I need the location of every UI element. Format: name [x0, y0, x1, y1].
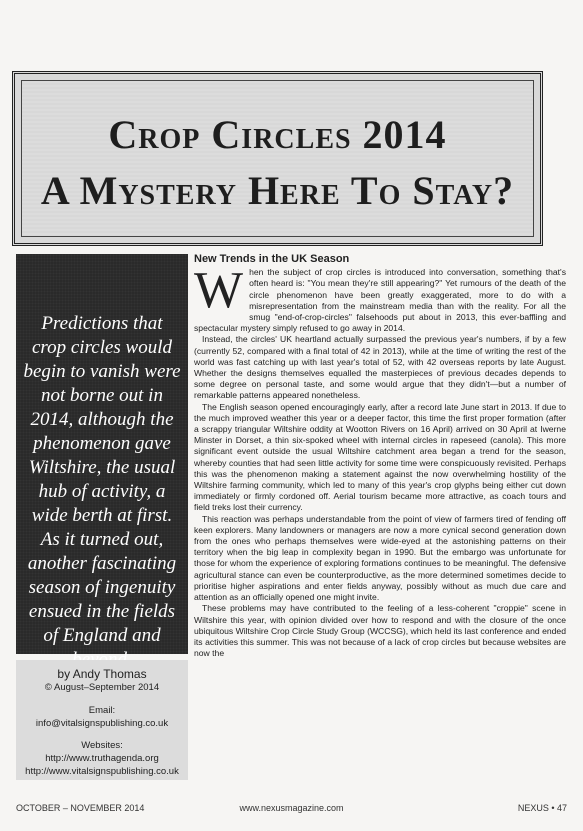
article-paragraph: This reaction was perhaps understandable from the point of view of farmers tired of fending off keen explorers. Many landowners or managers are now a more cynical second generation down from the ones who perhaps themselves were wide-eyed at the astonishing patterns on their territory when the big leap in complexity began in 1990. But the embargo was unfortunate for those for whom the experience of exploring formations continues to be meaningful. The defensive agricultural stance can even be counterproductive, as the more determined sometimes decide to prioritise higher aspirations and enter fields anyway, possibly without as much due care and attention as an officially opened one might invite.: [194, 513, 566, 603]
copyright-line: © August–September 2014: [44, 682, 160, 693]
page-number: NEXUS • 47: [517, 803, 567, 813]
website-link-1[interactable]: http://www.truthagenda.org: [45, 753, 159, 764]
article-paragraph: Instead, the circles' UK heartland actually surpassed the previous year's numbers, if by a few (currently 52, compared with a final total of 42 in 2013), while at the time of writing the rest of the world was fast catching up with last year's total of 52, with 42 overseas reports by late August. Whether the designs themselves equalled the masterpieces of previous decades depends to some degree on personal taste, and some would argue that they didn't—but a number of remarkable patterns appeared nonetheless.: [194, 334, 566, 401]
drop-cap: W: [194, 262, 244, 320]
websites-label: Websites:: [81, 740, 123, 751]
article-paragraph: [194, 262, 566, 334]
pull-quote-panel: [16, 254, 188, 654]
title-line-1: Crop Circles 2014: [108, 112, 447, 157]
title-line-2: A Mystery Here To Stay?: [40, 168, 515, 213]
pull-quote: Predictions that crop circles would begin to vanish were not borne out in 2014, although the phenomenon gave Wiltshire, the usual hub of activity, a wide berth at first. As it turned out, another fascinating season of ingenuity ensued in the fields of England and: [23, 313, 181, 646]
title-panel: [21, 80, 534, 237]
title-box: [12, 71, 543, 246]
article-paragraph: The English season opened encouragingly early, after a record late June start in 2013. If due to the much improved weather this year or a deeper factor, this time the first proper formation (after a scrappy triangular Wiltshire oddity at Wootton Rivers on 16 April) arrived on 30 April at Iwerne Minster in Dorset, a thin six-spoked wheel with internal circles in rapeseed (canola). This more significant event outside the usual Wiltshire catchment area began a trend for the season, whereby counties that had seen little activity for some time were conspicuously revisited. Perhaps this was the phenomenon making a statement against the now overwhelming hostility of the Wiltshire farming community, which led to many of this year's crop glyphs being either cut down immediately or firmly cordoned off. Aerial tourism became more attractive, as coach tours and field treks lost their currency.: [194, 401, 566, 513]
section-heading: New Trends in the UK Season: [194, 253, 350, 265]
email-label: Email:: [88, 705, 116, 716]
issue-date: OCTOBER – NOVEMBER 2014: [16, 803, 145, 813]
byline-box: [16, 660, 188, 780]
author-name: by Andy Thomas: [57, 667, 147, 681]
magazine-url[interactable]: www.nexusmagazine.com: [239, 803, 344, 813]
website-link-2[interactable]: http://www.vitalsignspublishing.co.uk: [25, 766, 179, 777]
email-address[interactable]: info@vitalsignspublishing.co.uk: [35, 718, 169, 729]
article-body: [194, 254, 566, 659]
article-paragraph: These problems may have contributed to the feeling of a less-coherent "croppie" scene in Wiltshire this year, with opinion divided over how to respond and with the closure of the once ubiquitous Wiltshire Crop Circle Study Group (WCCSG), which held its last conference and ended its activities this summer. This was not because of a lack of crop circles but because websites are now the: [194, 603, 566, 659]
paragraph-text: hen the subject of crop circles is introduced into conversation, something that's often heard is: "You mean they're still appearing?" Yet rumours of the death of the circle phenomenon have been greatly exaggerated, more to do with a misrepresentation from the mainstream media than with the reality. For all the smug "end-of-crop-circles" falsehoods put about in 2013, this ever-baffling and spectacular mystery simply refused to go away in 2014.: [194, 267, 566, 334]
